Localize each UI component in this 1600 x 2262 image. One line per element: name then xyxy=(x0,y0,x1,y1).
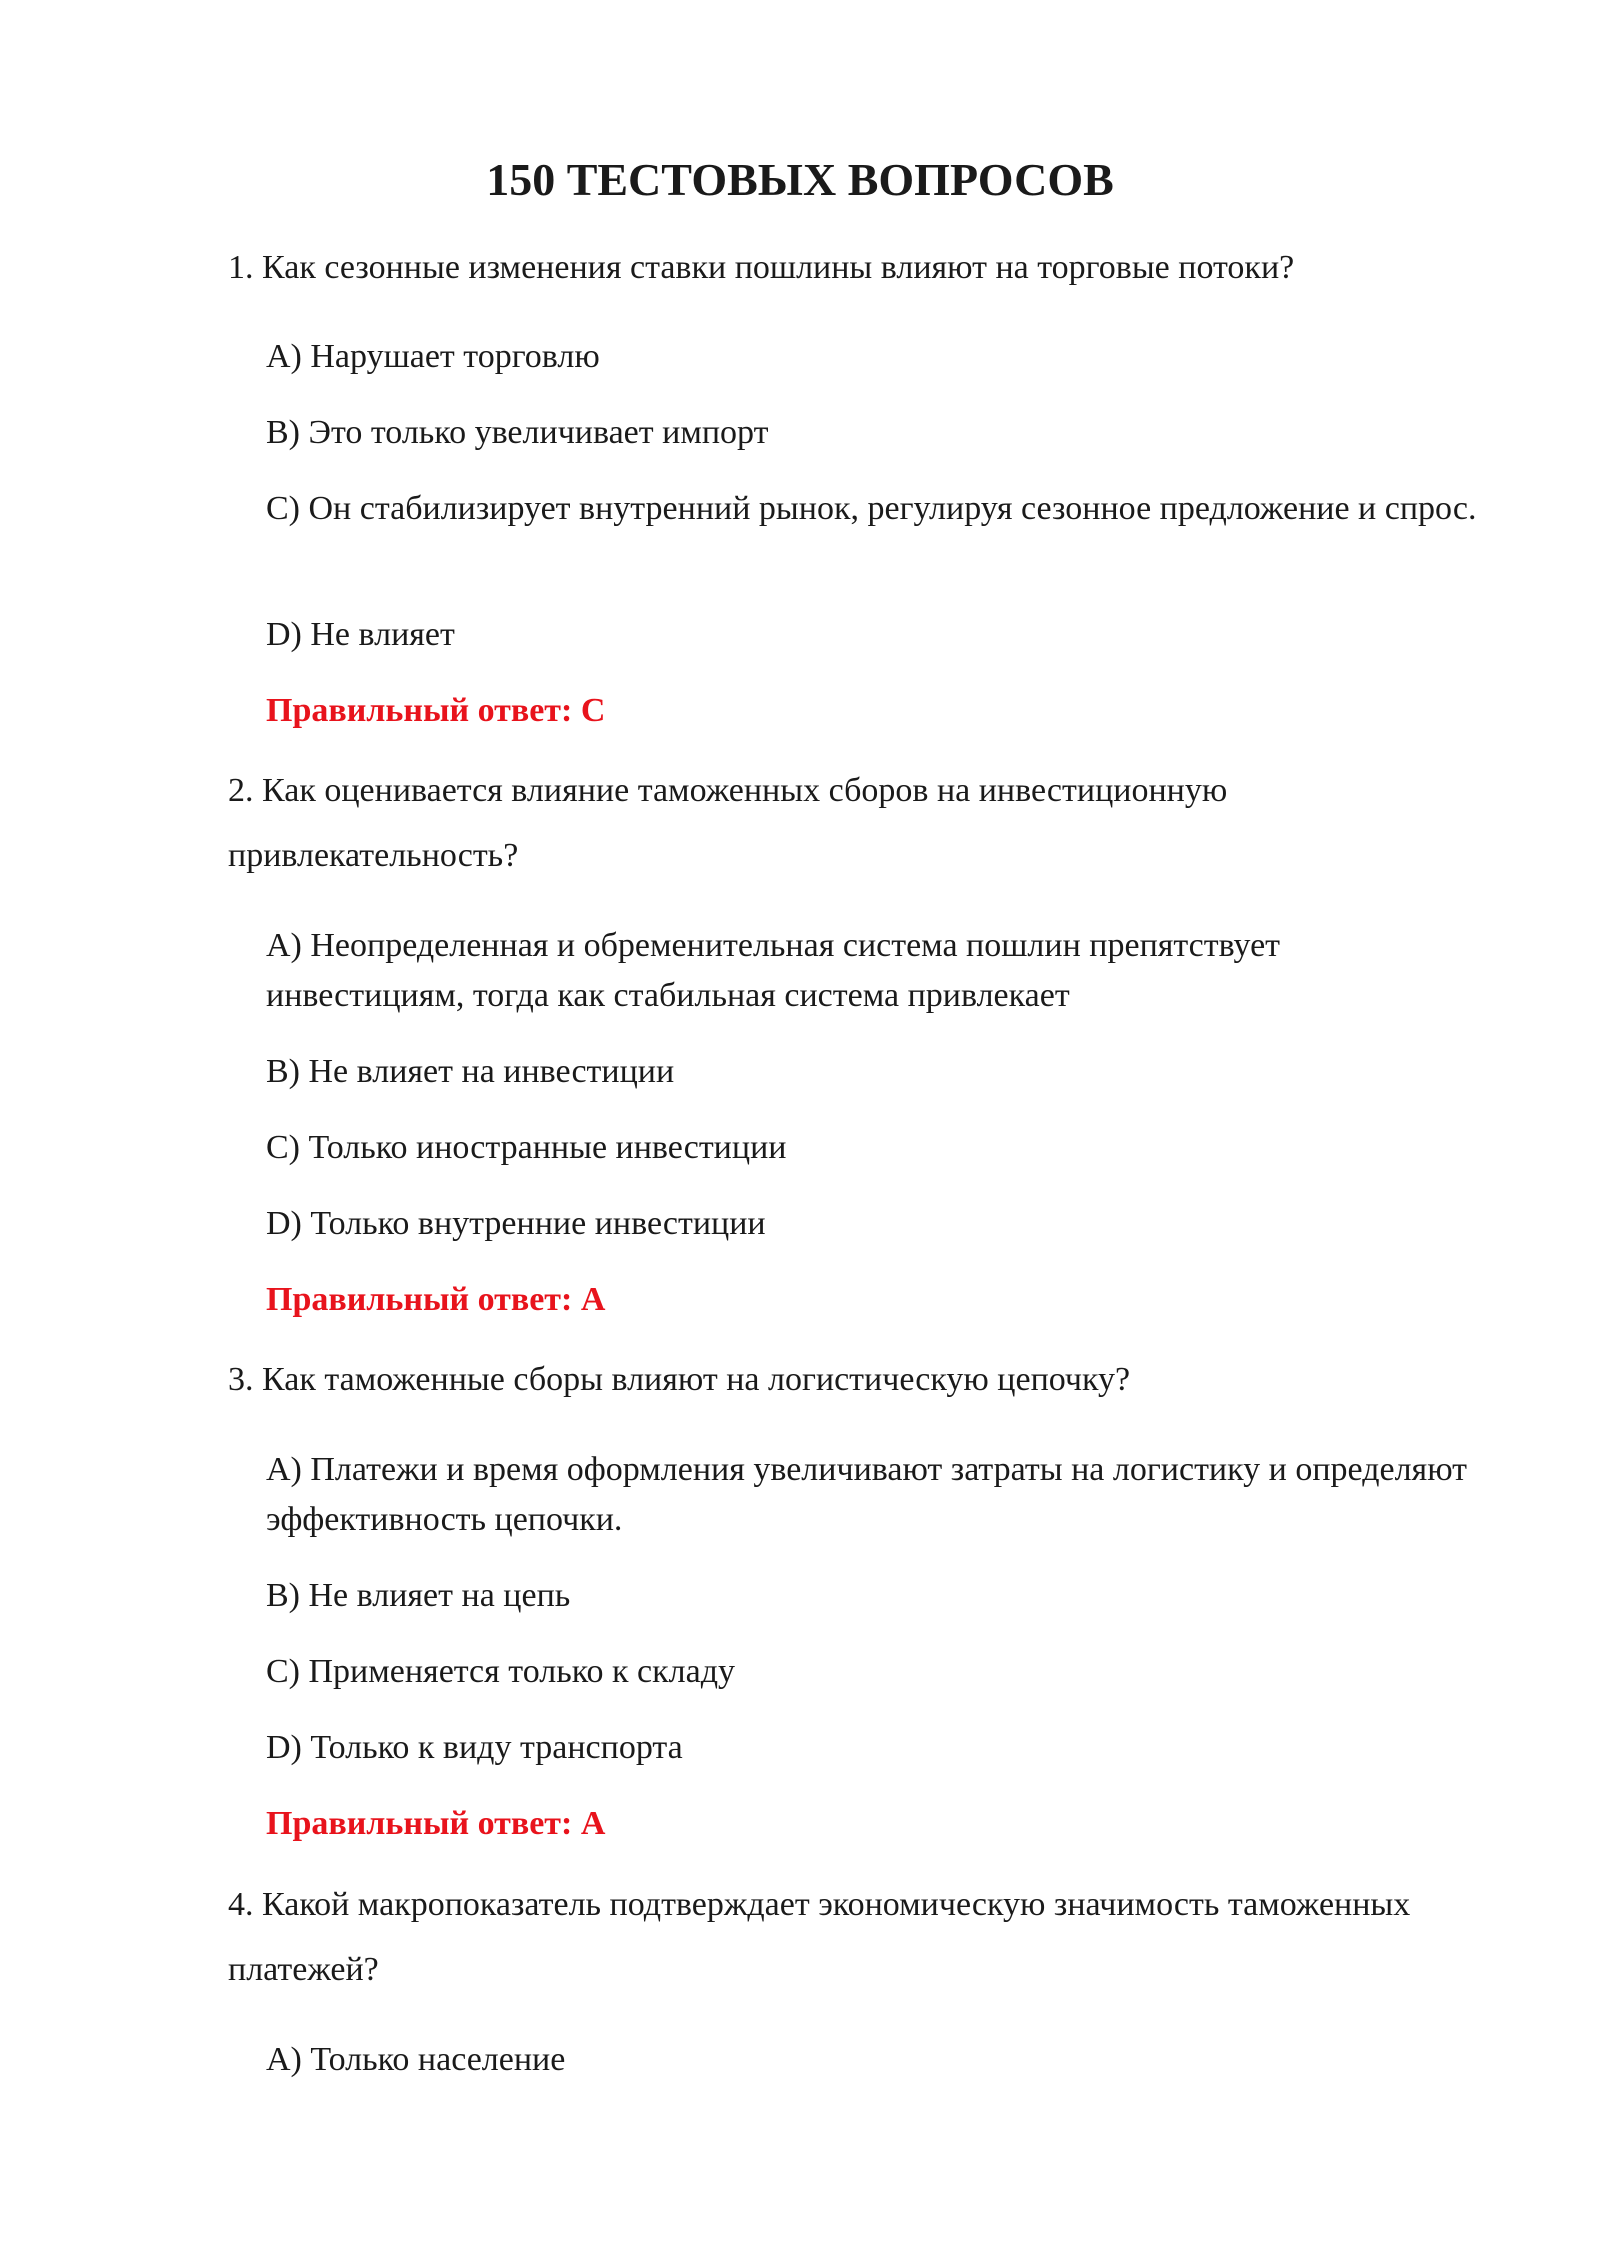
question-3-option-d: D) Только к виду транспорта xyxy=(266,1729,683,1766)
question-1-answer: Правильный ответ: C xyxy=(266,692,606,729)
question-3-option-c: C) Применяется только к складу xyxy=(266,1653,735,1690)
question-1-option-b: B) Это только увеличивает импорт xyxy=(266,414,769,451)
question-4-option-a: A) Только население xyxy=(266,2041,566,2078)
question-2-option-c: C) Только иностранные инвестиции xyxy=(266,1129,787,1166)
question-2-answer: Правильный ответ: A xyxy=(266,1281,606,1318)
question-2-option-b: B) Не влияет на инвестиции xyxy=(266,1053,675,1090)
document-title: 150 ТЕСТОВЫХ ВОПРОСОВ xyxy=(486,154,1114,205)
question-1-option-d: D) Не влияет xyxy=(266,616,455,653)
question-3-answer: Правильный ответ: A xyxy=(266,1805,606,1842)
question-2-option-a: A) Неопределенная и обременительная система пошлин препятствует инвестициям, тогда как стабильная система привлекает xyxy=(266,927,1281,1014)
question-3-text: 3. Как таможенные сборы влияют на логистическую цепочку? xyxy=(228,1361,1131,1398)
question-1-option-c: C) Он стабилизирует внутренний рынок, регулируя сезонное предложение и спрос. xyxy=(266,490,1477,527)
question-1-text: 1. Как сезонные изменения ставки пошлины влияют на торговые потоки? xyxy=(228,249,1295,286)
question-2-option-d: D) Только внутренние инвестиции xyxy=(266,1205,766,1242)
question-3-option-a: A) Платежи и время оформления увеличивают затраты на логистику и определяют эффективность цепочки. xyxy=(266,1451,1468,1538)
question-3-option-b: B) Не влияет на цепь xyxy=(266,1577,571,1614)
question-4-text: 4. Какой макропоказатель подтверждает экономическую значимость таможенных платежей? xyxy=(228,1886,1411,1988)
question-2-text: 2. Как оценивается влияние таможенных сборов на инвестиционную привлекательность? xyxy=(228,772,1228,874)
question-1-option-a: A) Нарушает торговлю xyxy=(266,338,600,375)
